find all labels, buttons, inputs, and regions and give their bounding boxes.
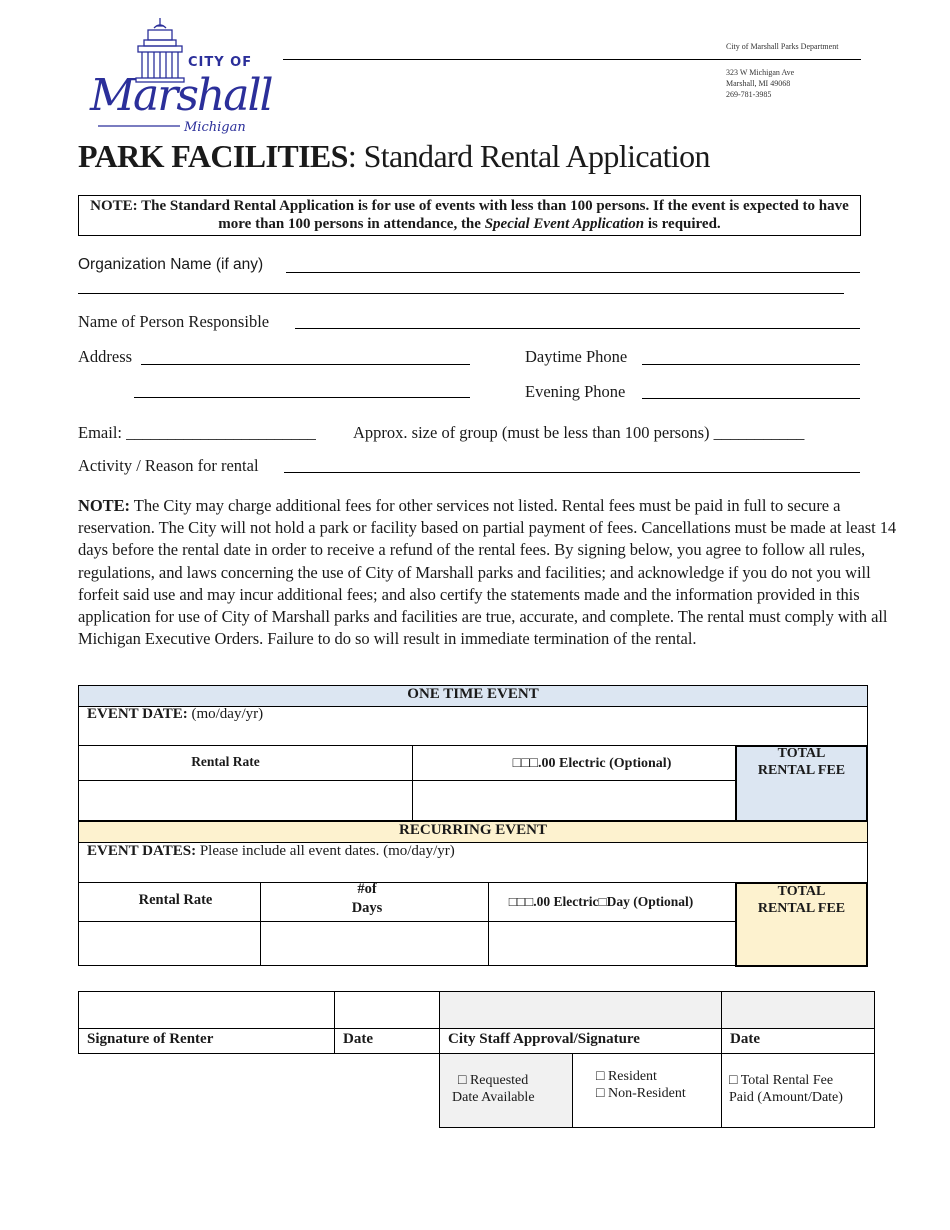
note-text: NOTE: The Standard Rental Application is for use of events with less than 100 persons. If the event is expected to have more than 100 persons in attendance, the: [90, 198, 849, 232]
renter-date-input[interactable]: [334, 991, 440, 1029]
staff-date-input[interactable]: [721, 991, 875, 1029]
days-label-line: #of: [357, 881, 377, 897]
address-line: Marshall, MI 49068: [726, 79, 791, 88]
group-size-field[interactable]: Approx. size of group (must be less than 100 persons) ___________: [353, 423, 805, 442]
one-time-title: ONE TIME EVENT: [407, 686, 539, 702]
address-line: 323 W Michigan Ave: [726, 68, 795, 77]
one-time-rate-label: Rental Rate: [191, 754, 260, 769]
non-resident-checkbox[interactable]: □ Non-Resident: [596, 1086, 686, 1101]
recurring-electric-input[interactable]: [488, 921, 736, 966]
daytime-phone-input[interactable]: [642, 364, 860, 365]
person-label: Name of Person Responsible: [78, 312, 270, 331]
address-line: 269-781-3985: [726, 90, 772, 99]
staff-signature-input[interactable]: [439, 991, 722, 1029]
evening-phone-input[interactable]: [642, 398, 860, 399]
title-rest: : Standard Rental Application: [347, 138, 710, 174]
renter-signature-input[interactable]: [78, 991, 335, 1029]
one-time-total-label: [735, 745, 868, 779]
organization-label: Organization Name (if any): [78, 256, 264, 273]
organization-input[interactable]: [286, 272, 860, 273]
daytime-phone-label: Daytime Phone: [525, 347, 628, 366]
address-input-line2[interactable]: [134, 397, 470, 398]
renter-date-label: Date: [343, 1031, 373, 1047]
svg-text:CITY OF: CITY OF: [188, 55, 253, 70]
activity-label: Activity / Reason for rental: [78, 456, 259, 475]
department-address: [726, 67, 794, 100]
note-paragraph: [78, 495, 898, 650]
svg-text:Marshall: Marshall: [90, 70, 272, 121]
address-input[interactable]: [141, 364, 470, 365]
recurring-days-label: [260, 880, 474, 918]
staff-signature-label: City Staff Approval/Signature: [448, 1031, 640, 1047]
one-time-date-label-bold: EVENT DATE:: [87, 706, 188, 722]
total-label-line: TOTAL: [777, 884, 826, 899]
requested-date-checkbox[interactable]: [452, 1072, 535, 1106]
recurring-rate-label: Rental Rate: [138, 892, 213, 908]
recurring-days-input[interactable]: [260, 921, 489, 966]
recurring-dates-label: [87, 843, 455, 860]
page-title: [78, 138, 710, 175]
total-paid-line: Paid (Amount/Date): [729, 1090, 843, 1105]
note-italic: Special Event Application: [484, 216, 645, 232]
resident-checkbox[interactable]: □ Resident: [596, 1069, 657, 1084]
person-input[interactable]: [295, 328, 860, 329]
note-text-end: is required.: [644, 216, 721, 232]
address-label: Address: [78, 347, 133, 366]
department-name: City of Marshall Parks Department: [726, 42, 839, 51]
header-rule: [283, 59, 861, 60]
one-time-date-hint: (mo/day/yr): [191, 706, 264, 722]
total-label-line: TOTAL: [777, 746, 826, 761]
one-time-electric-input[interactable]: [412, 780, 736, 821]
recurring-dates-label-bold: EVENT DATES:: [87, 843, 197, 859]
note-paragraph-text: The City may charge additional fees for other services not listed. Rental fees must be paid in full to secure a reservation. The City will not hold a park or facility based on partial payment of fees. Cancellations must be made at least 14 days before the rental date in order to receive a refund of the rental fees. By signing below, you agree to follow all rules, regulations, and laws concerning the use of City of Marshall parks and facilities; and acknowledge if you do not you will forfeit said use and may incur additional fees; and also certify the statements made and the information provided in this application for use of City of Marshall parks and facilities are true, accurate, and complete. The rental must comply with all Michigan Executive Orders. Failure to do so will result in immediate termination of the rental.: [78, 496, 897, 649]
total-paid-line: □ Total Rental Fee: [729, 1073, 834, 1088]
days-label-line: Days: [351, 900, 383, 916]
staff-date-label: Date: [730, 1031, 760, 1047]
title-bold: PARK FACILITIES: [78, 138, 348, 174]
email-field[interactable]: Email: _______________________: [78, 423, 316, 442]
requested-line: □ Requested: [458, 1073, 529, 1088]
renter-signature-label: Signature of Renter: [87, 1031, 214, 1047]
total-label-line: RENTAL FEE: [757, 763, 846, 778]
one-time-rate-input[interactable]: [78, 780, 413, 821]
recurring-electric-label: □□□.00 Electric□Day (Optional): [508, 894, 694, 909]
organization-input-line2[interactable]: [78, 293, 844, 294]
recurring-dates-hint: Please include all event dates. (mo/day/yr): [199, 843, 455, 859]
recurring-rate-input[interactable]: [78, 921, 261, 966]
activity-input[interactable]: [284, 472, 860, 473]
svg-text:Michigan: Michigan: [184, 120, 246, 135]
total-paid-checkbox[interactable]: [729, 1072, 843, 1106]
note-box: [78, 195, 861, 236]
requested-line: Date Available: [452, 1090, 535, 1105]
one-time-date-label: [87, 706, 263, 723]
evening-phone-label: Evening Phone: [525, 382, 626, 401]
city-hall-logo-icon: [88, 14, 278, 138]
city-logo: [88, 14, 278, 138]
recurring-total-label: [735, 883, 868, 917]
total-label-line: RENTAL FEE: [757, 901, 846, 916]
note-paragraph-bold: NOTE:: [78, 496, 131, 515]
recurring-title: RECURRING EVENT: [399, 822, 547, 838]
one-time-electric-label: □□□.00 Electric (Optional): [512, 756, 672, 771]
